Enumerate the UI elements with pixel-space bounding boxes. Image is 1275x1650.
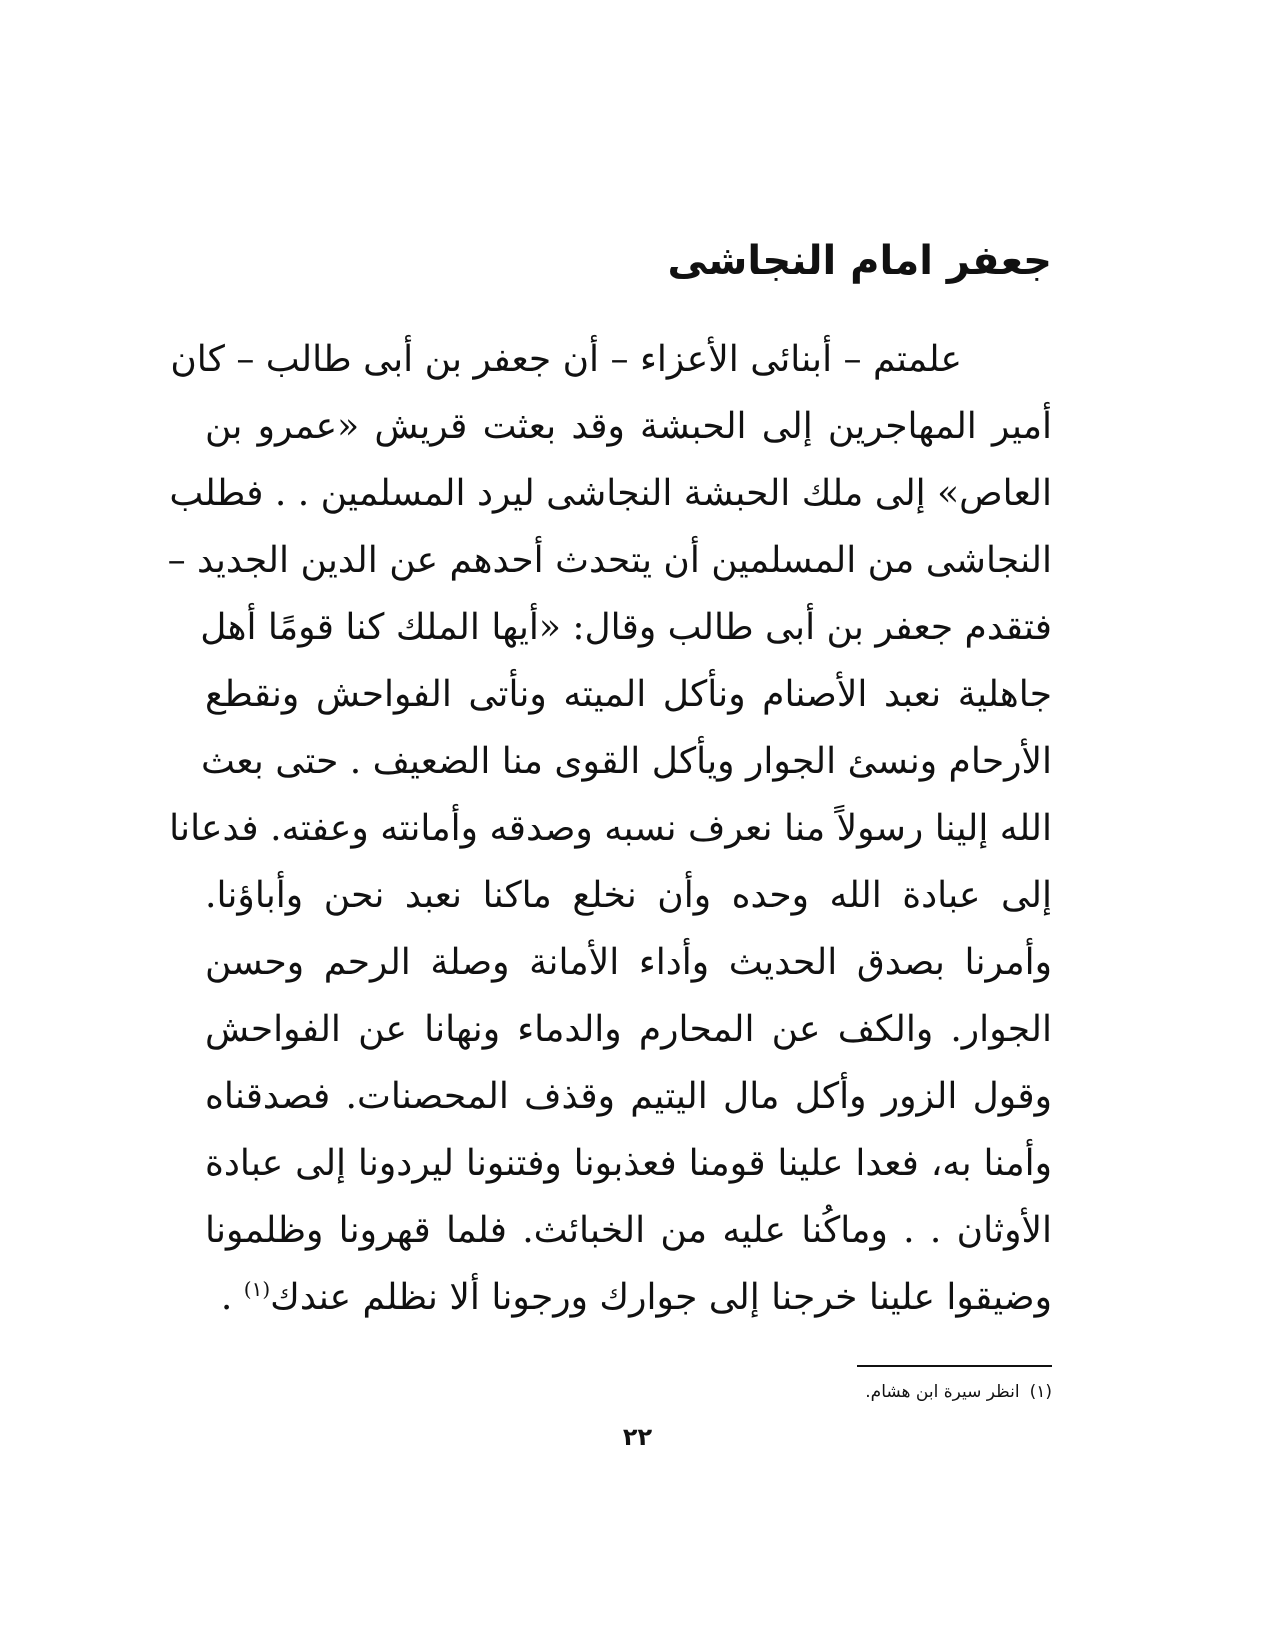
text-line: علمتم – أبنائى الأعزاء – أن جعفر بن أبى طالب – كان — [170, 339, 962, 380]
text-line: الأرحام ونسئ الجوار ويأكل القوى منا الضعيف . حتى بعث — [201, 741, 1052, 782]
text-line: فتقدم جعفر بن أبى طالب وقال: «أيها الملك كنا قومًا أهل — [200, 607, 1052, 648]
footnote-text: انظر سيرة ابن هشام. — [865, 1382, 1020, 1402]
text-line: النجاشى من المسلمين أن يتحدث أحدهم عن الدين الجديد – — [167, 540, 1052, 581]
text-line: وقول الزور وأكل مال اليتيم وقذف المحصنات. فصدقناه — [205, 1076, 1052, 1117]
body-paragraph — [167, 326, 1052, 1331]
footnote-marker[interactable]: (١) — [243, 1277, 271, 1301]
text-line: وأمنا به، فعدا علينا قومنا فعذبونا وفتنونا ليردونا إلى عبادة — [205, 1143, 1052, 1184]
text-line: جاهلية نعبد الأصنام ونأكل الميته ونأتى الفواحش ونقطع — [205, 674, 1052, 715]
last-line-text: وضيقوا علينا خرجنا إلى جوارك ورجونا ألا نظلم عندك — [270, 1277, 1052, 1318]
last-line-end: . — [220, 1277, 244, 1318]
page-number: ٢٢ — [622, 1423, 653, 1451]
text-line: الجوار. والكف عن المحارم والدماء ونهانا عن الفواحش — [205, 1009, 1052, 1050]
text-line: العاص» إلى ملك الحبشة النجاشى ليرد المسلمين . . فطلب — [169, 473, 1052, 514]
text-line: الله إلينا رسولاً منا نعرف نسبه وصدقه وأمانته وعفته. فدعانا — [169, 808, 1052, 849]
text-line: وأمرنا بصدق الحديث وأداء الأمانة وصلة الرحم وحسن — [205, 942, 1052, 983]
section-heading: جعفر امام النجاشى — [667, 238, 1052, 284]
text-line-last — [205, 1264, 1052, 1331]
footnote-number: (١) — [1029, 1382, 1052, 1402]
text-line: إلى عبادة الله وحده وأن نخلع ماكنا نعبد نحن وأباؤنا. — [205, 875, 1052, 916]
footnote-divider — [857, 1365, 1052, 1367]
text-line: الأوثان . . وماكُنا عليه من الخبائث. فلما قهرونا وظلمونا — [205, 1210, 1052, 1251]
text-line: أمير المهاجرين إلى الحبشة وقد بعثت قريش «عمرو بن — [205, 406, 1052, 447]
footnote — [865, 1378, 1052, 1406]
